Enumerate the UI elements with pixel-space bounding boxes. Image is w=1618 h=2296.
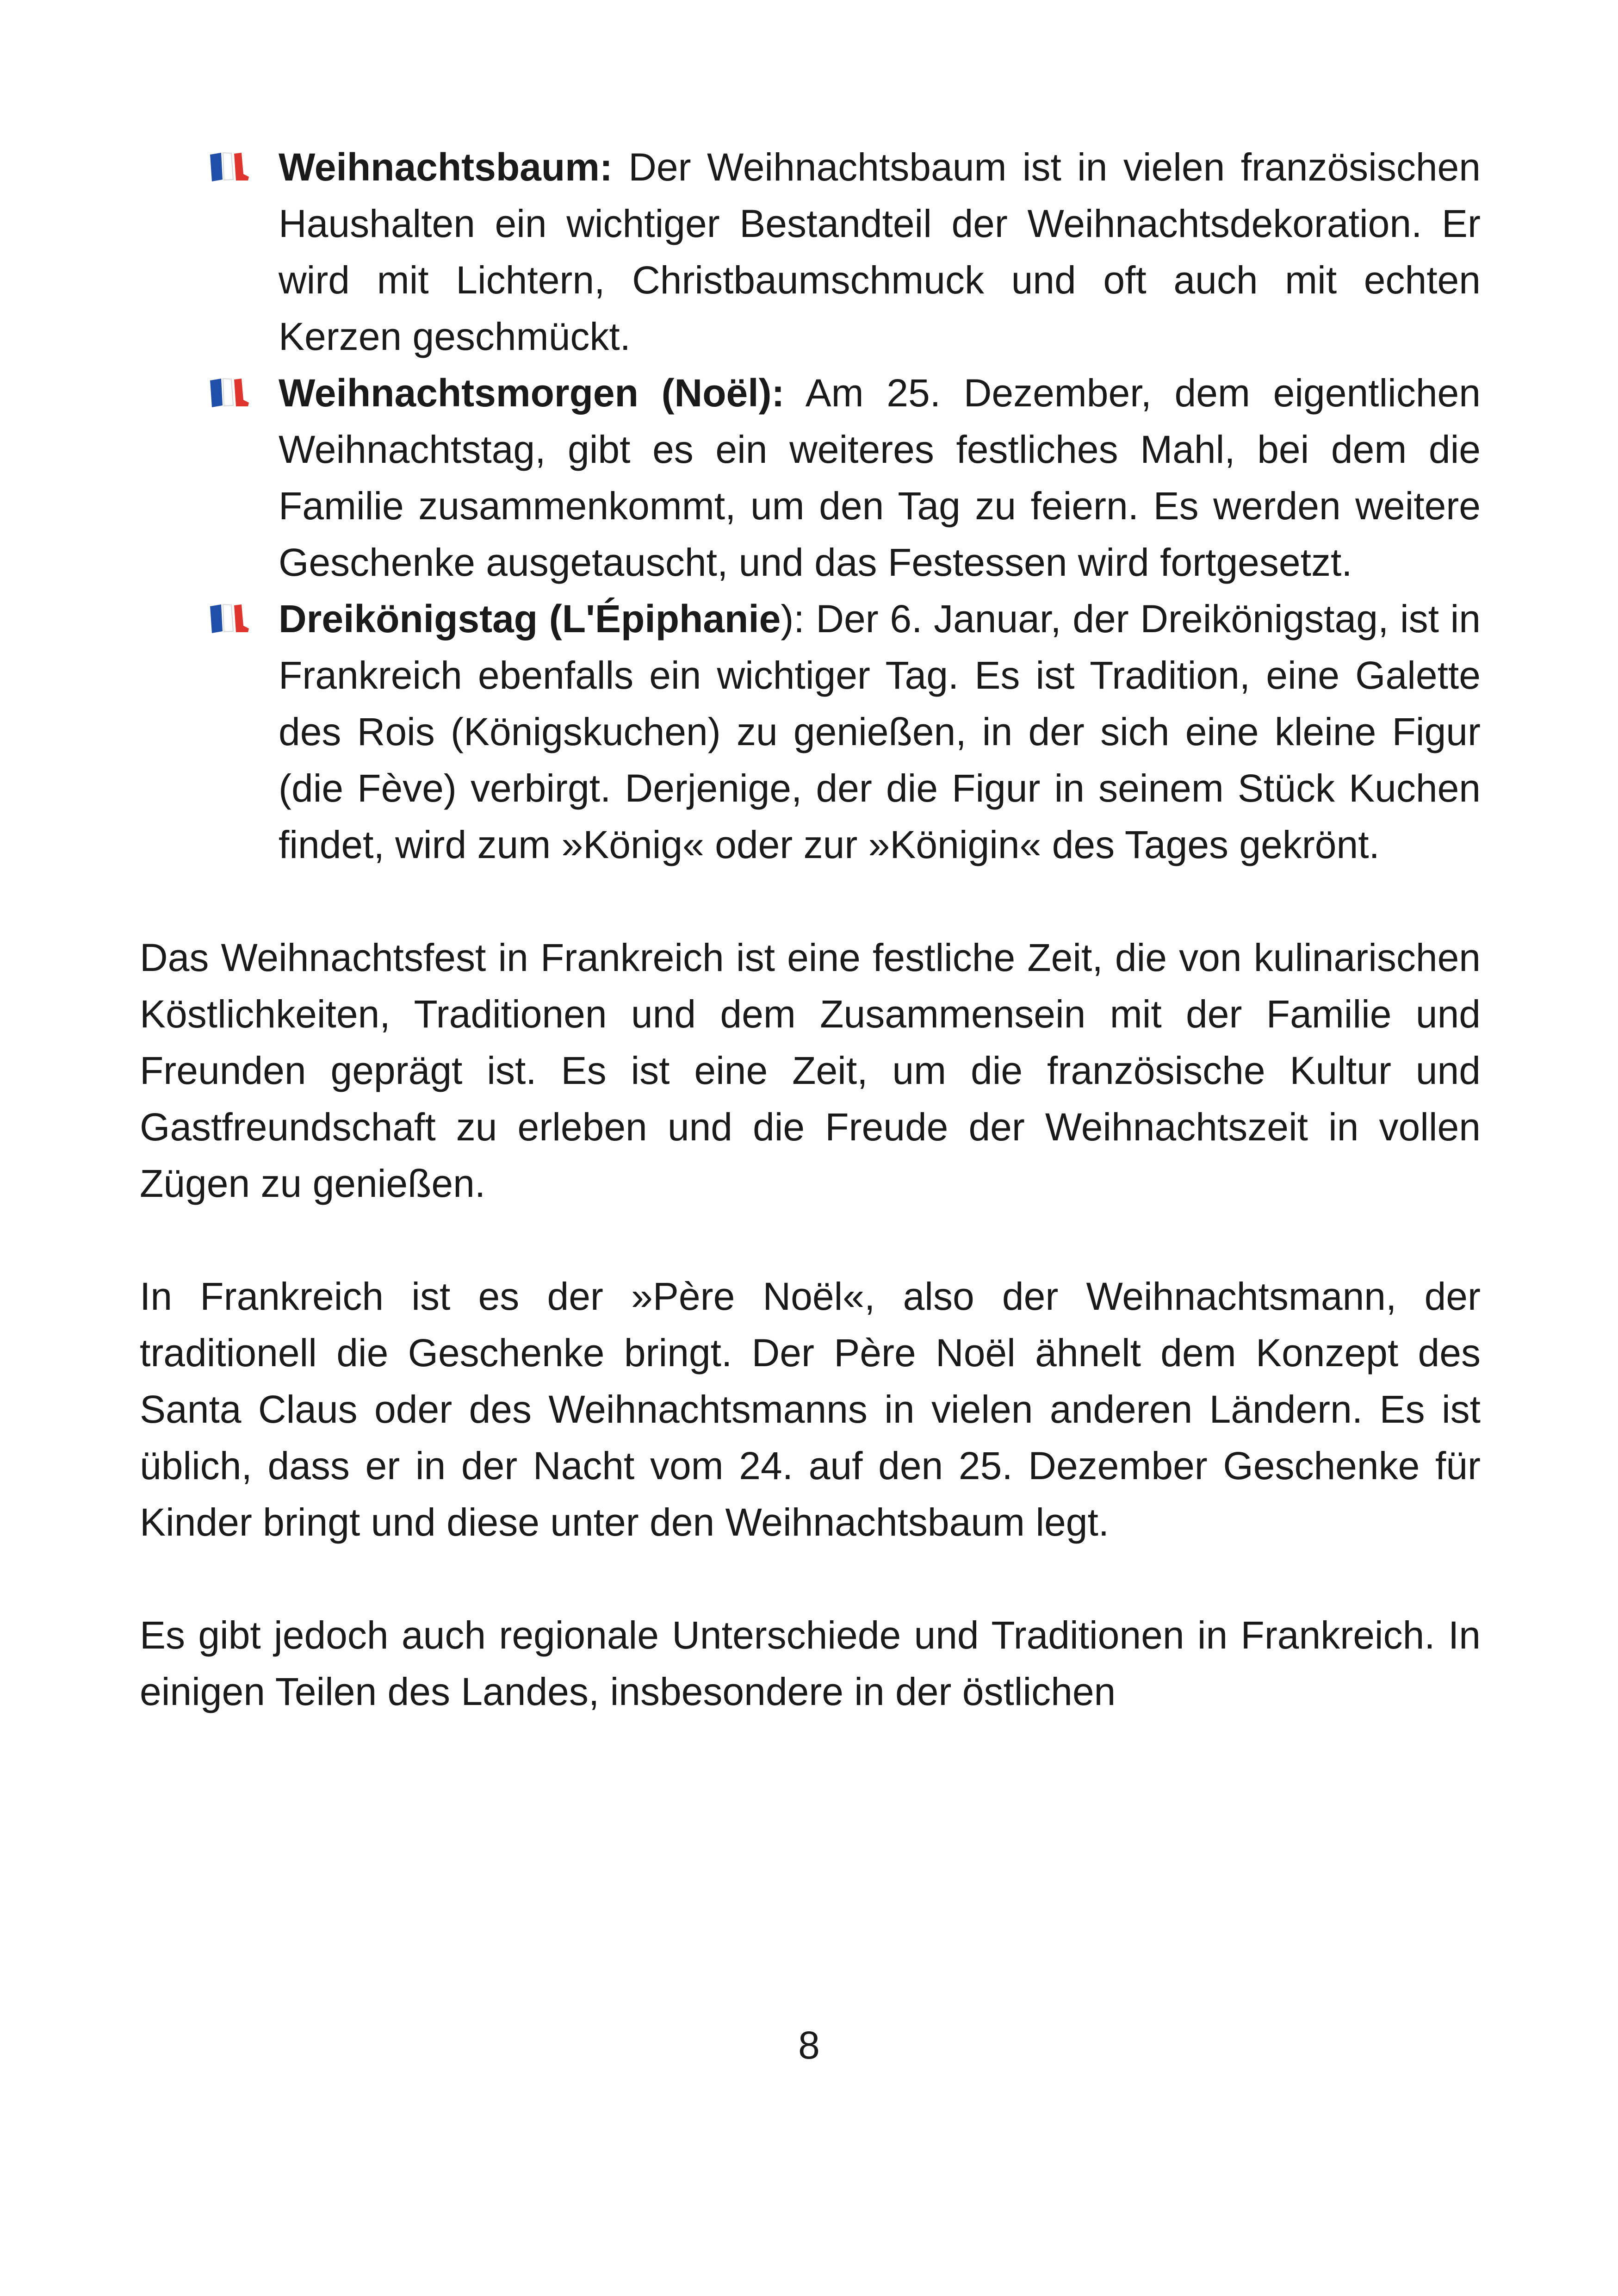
list-item <box>140 365 1481 591</box>
bullet-term: Dreikönigstag (L'Épiphanie <box>279 597 781 641</box>
body-paragraph: In Frankreich ist es der »Père Noël«, also der Weihnachtsmann, der traditionell die Geschenke bringt. Der Père Noël ähnelt dem Konzept des Santa Claus oder des Weihnachtsmanns in vielen anderen Ländern. Es ist üblich, dass er in der Nacht vom 24. auf den 25. Dezember Geschenke für Kinder bringt und diese unter den Weihnachtsbaum legt. <box>140 1275 1481 1544</box>
french-flag-icon <box>207 603 252 635</box>
french-flag-icon <box>207 151 252 183</box>
bullet-term: Weihnachtsbaum: <box>279 145 613 189</box>
page-content <box>140 139 1481 1720</box>
bullet-text: Der Weihnachtsbaum ist in vielen französischen Haushalten ein wichtiger Bestandteil der Weihnachtsdekoration. Er wird mit Lichtern, Christbaumschmuck und oft auch mit echten Kerzen geschmückt. <box>279 145 1481 358</box>
body-paragraph: Es gibt jedoch auch regionale Unterschiede und Traditionen in Frankreich. In einigen Teilen des Landes, insbesondere in der östlichen <box>140 1613 1481 1713</box>
bullet-term: Weihnachtsmorgen (Noël): <box>279 371 785 415</box>
bullet-text: Am 25. Dezember, dem eigentlichen Weihnachtstag, gibt es ein weiteres festliches Mahl, bei dem die Familie zusammenkommt, um den Tag zu feiern. Es werden weitere Geschenke ausgetauscht, und das Festessen wird fortgesetzt. <box>279 371 1481 584</box>
list-item <box>140 591 1481 873</box>
bullet-text: ): Der 6. Januar, der Dreikönigstag, ist in Frankreich ebenfalls ein wichtiger Tag. Es ist Tradition, eine Galette des Rois (Königskuchen) zu genießen, in der sich eine kleine Figur (die Fève) verbirgt. Derjenige, der die Figur in seinem Stück Kuchen findet, wird zum »König« oder zur »Königin« des Tages gekrönt. <box>279 597 1481 866</box>
page-number: 8 <box>798 2023 820 2067</box>
french-flag-icon <box>207 377 252 409</box>
list-item <box>140 139 1481 365</box>
bullet-list <box>140 139 1481 873</box>
body-paragraph: Das Weihnachtsfest in Frankreich ist eine festliche Zeit, die von kulinarischen Köstlichkeiten, Traditionen und dem Zusammensein mit der Familie und Freunden geprägt ist. Es ist eine Zeit, um die französische Kultur und Gastfreundschaft zu erleben und die Freude der Weihnachtszeit in vollen Zügen zu genießen. <box>140 936 1481 1205</box>
